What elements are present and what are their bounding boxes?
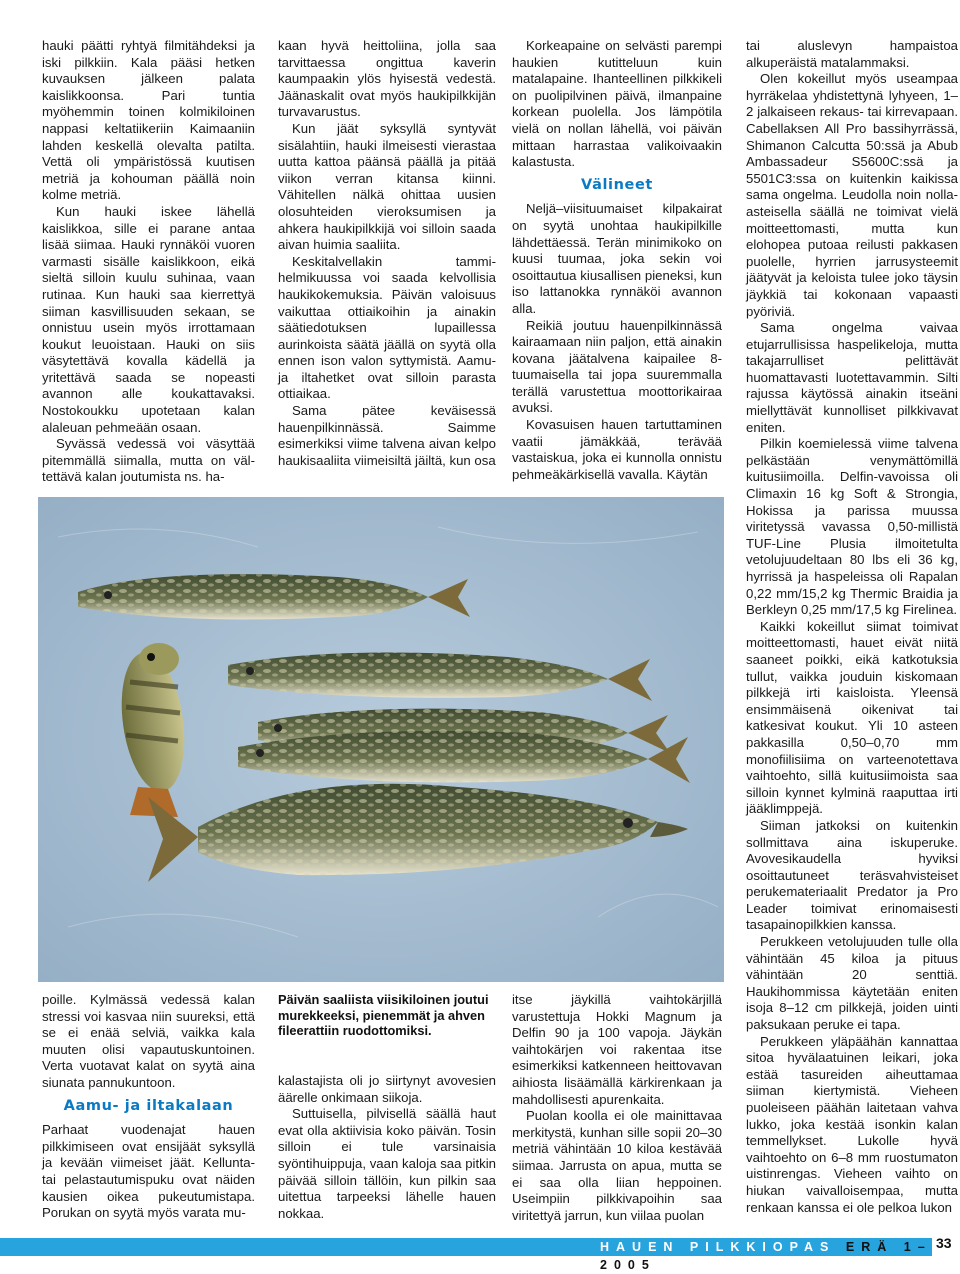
paragraph: Reikiä joutuu hauenpilkinnässä kairaamaan niin paljon, että ainakin kovana jäätalvena kaipailee 8-tuumaisella tai jopa suuremmalla terällä varustettua moottorikairaa avuksi. — [512, 317, 722, 416]
issue-label: ERÄ 1–2005 — [600, 1240, 932, 1272]
paragraph: Suttuisella, pilvisellä säällä haut evat olla aktiivisia koko päivän. Tosin silloin ei tule varsinaisia syöntihuippuja, vaan kaloja saa pitkin päivää silloin tällöin, kun pilkin saa uitettua tarpeeksi lähelle hauen nokkaa. — [278, 1106, 496, 1221]
column-4 — [746, 38, 958, 1216]
column-2-bottom — [278, 1073, 496, 1222]
column-3-top — [512, 38, 722, 483]
section-heading: Aamu- ja iltakalaan — [63, 1097, 234, 1114]
paragraph: tai aluslevyn hampaistoa alkuperäistä matalammaksi. — [746, 38, 958, 70]
paragraph: Kun hauki iskee lähellä kaislikkoa, sille ei parane antaa lisää siimaa. Hauki rynnäköi vuoren varmasti sisälle kaislikkoon, eikä sieltä silloin kuulu suhinaa, vaan rutinaa. Kun hauki saa kierrettyä siiman kasvillisuuden sekaan, se onnistuu usein myös irrottamaan koukut leuoistaan. Hauki on siis väsytettävä kovalla kädellä ja yritettävä saada se nopeasti avannon alle koukattavaksi. Nostokoukku upotetaan kalan alaleuan pehmeään osaan. — [42, 203, 255, 435]
paragraph: poille. Kylmässä vedessä kalan stressi voi kasvaa niin suureksi, että se ei enää selviä, vaikka kala muuten olisi vapautuskuntoinen. Verta vuotavat kalat on syytä aina siunata pannukuntoon. — [42, 992, 255, 1090]
paragraph: Puolan koolla ei ole mainittavaa merkitystä, kunhan sille sopii 20–30 metriä vähintään 10 kiloa kestävää siimaa. Jarrusta on apua, mutta se ei saa olla liian heppoinen. Useimpiin pilkkivapoihin saa viritettyä jarrun, kun viilaa puolan — [512, 1108, 722, 1223]
paragraph: itse jäykillä vaihtokärjillä varustettuja Hokki Magnum ja Delfin 90 ja 100 vapoja. Jäykän vaihtokärjen voi rakentaa itse esimerkiksi katkenneen heittovavan aihiosta lisäämällä kärkirenkaan ja mahdollisesti apurenkaita. — [512, 992, 722, 1107]
paragraph: Sama pätee keväisessä hauenpilkinnässä. Saimme esimerkiksi viime talvena aivan kelpo haukisaaliita viimeisiltä jäiltä, kun osa — [278, 403, 496, 468]
paragraph: Perukkeen vetolujuuden tulle olla vähintään 45 kiloa ja pituus vähintään 20 senttiä. Haukihommissa käytetään eniten isoja 8–12 cm pilkkejä, joiden uinti paksukaan peruke ei tapa. — [746, 934, 958, 1033]
page-number: 33 — [936, 1235, 952, 1251]
paragraph: Pilkin koemielessä viime talvena pelkästään venymättömillä kuitusiimoilla. Delfin-vavoissa oli Climaxin 16 kg Soft & Strongia, Hokissa ja parissa muussa viritetyssä vavassa 0,50-millistä TUF-Line Plusia ilmoitetulta vetolujuudeltaan 80 lbs eli 36 kg, hyrrissä ja haspeleissa oli Rapalan 0,22 mm/15,2 kg Thermic Braidia ja Berkleyn 0,25 mm/17,5 kg Firelinea. — [746, 436, 958, 618]
paragraph: Sama ongelma vaivaa etujarrullisissa haspelikeloja, mutta takajarrulliset pelittävät huomattavasti luotettavammin. Silti rajussa käytössä ainakin itseäni miellyttävät kunnolliset pilkkivavat eniten. — [746, 320, 958, 435]
paragraph: Kovasuisen hauen tartuttaminen vaatii jämäkkää, terävää vastaiskua, joka ei kunnolla onnistu pehmeäkärkisellä vavalla. Käytän — [512, 417, 722, 482]
paragraph: Olen kokeillut myös useampaa hyrräkelaa yhdistettynä lyhyeen, 1–2 jalkaiseen rekaus- tai kirrevapaan. Cabellaksen All Pro bassihyrrässä, Shimanon Calcutta 50:ssä ja Abub Ambassadeur S5600C:ssä ja 5501C3:ssa on kuitenkin kaikissa sama ongelma. Leudolla noin nolla-asteisella säällä ne toimivat vielä moitteettomasti, mutta kun elohopea putoaa reilusti pakkasen puolelle, hyrrien jarrusysteemit jäätyvät ja keloista tulee joko täysin jäykkiä tai kokonaan vapaasti pyöriviä. — [746, 71, 958, 319]
column-1-top — [42, 38, 255, 486]
paragraph: Parhaat vuodenajat hauen pilkkimiseen ovat ensijäät syksyllä ja kevään viimeiset jäät. Kellunta- tai pelastautumispuku ovat näiden kausien oikea pukeutumistapa. Porukan on syytä myös varata mu- — [42, 1122, 255, 1221]
paragraph: kalastajista oli jo siirtynyt avovesien äärelle onkimaan siikoja. — [278, 1073, 496, 1105]
magazine-title — [600, 1238, 960, 1272]
paragraph: Syvässä vedessä voi väsyttää pitemmällä siimalla, mutta on vältettävä kalan joutumista ns. ha- — [42, 436, 255, 485]
paragraph: Siiman jatkoksi on kuitenkin sollmittava aina iskuperuke. Avovesikaudella hyviksi osoittautuneet teräsvahvisteiset perukemateriaalit Predator ja Pro Leader toimivat erinomaisesti tasapainopilkkien kanssa. — [746, 817, 958, 933]
paragraph: Kaikki kokeillut siimat toimivat moitteettomasti, hauet eivät niitä saaneet poikki, eikä katkotuksia tullut, vaikka jouduin kiskomaan pilkkejä irti kaisloista. Yleensä ensimmäisenä oikenivat tai katkesivat koukut. Yli 10 asteen pakkasilla 0,50–0,70 mm monofiilisiima on varteenotettava vaihtoehto, sillä kuitusiimoista saa silloin kynnet kylminä raaputtaa irti jääklimppejä. — [746, 618, 958, 817]
column-2-top — [278, 38, 496, 469]
paragraph: kaan hyvä heittoliina, jolla saa tarvittaessa ongittua kaverin kaumpaakin ylös hyisestä vedestä. Jäänaskalit ovat myös haukipilkkijän turvavarustus. — [278, 38, 496, 120]
column-1-bottom — [42, 992, 255, 1222]
magazine-name: HAUEN PILKKIOPAS — [600, 1240, 836, 1254]
section-heading: Välineet — [581, 176, 653, 193]
fish-on-ice-illustration — [38, 497, 724, 982]
page-footer — [0, 1230, 960, 1272]
paragraph: Keskitalvellakin tammi-helmikuussa voi saada kelvollisia haukikokemuksia. Päivän valoisuus vaikuttaa ottiaikoihin ja ainakin säätiedotuksen lupaillessa aurinkoista säätä jäällä on syytä olla ennen ison valon syttymistä. Aamu- ja iltahetket ovat silloin parasta ottiaikaa. — [278, 253, 496, 402]
photo-caption: Päivän saaliista viisikiloinen joutui murekkeeksi, pienemmät ja ahven fileerattiin ruodottomiksi. — [278, 992, 489, 1038]
paragraph: Perukkeen yläpäähän kannattaa sitoa hyvälaatuinen leikari, joka estää tasureiden aiheuttamaa siiman kiertymistä. Vieheen puoleiseen päähän laitetaan vahva lukko, joka kestää isonkin kalan temmellykset. Lukolle hyvä vaihtoehto on 6–8 mm ruostumaton uistinrengas. Vieheen vaihto on hiukan vaivalloisempaa, mutta renkaan kanssa ei ole pelkoa lukon — [746, 1033, 958, 1215]
column-3-bottom — [512, 992, 722, 1224]
paragraph: hauki päätti ryhtyä filmitähdeksi ja iski pilkkiin. Kala pääsi hetken kuvauksen jälkeen palata kaislikkoonsa. Pari tuntia myöhemmin toinen kolmikiloinen nappasi keltatiikeriin Kaimaaniin lahden keskellä olevalta patilta. Vettä oli ympäristössä kuutisen metriä ja kohouman päällä noin kolme metriä. — [42, 38, 255, 203]
fish-photo — [38, 497, 724, 982]
paragraph: Korkeapaine on selvästi parempi haukien kutitteluun kuin matalapaine. Ihanteellinen pilkkikeli on puolipilvinen päivä, ilmanpaine korkean puolella. Jos lämpötila vielä on nollan lähellä, voi päivän mittaan harrastaa valikoivaakin kalastusta. — [512, 38, 722, 170]
paragraph: Neljä–viisituumaiset kilpakairat on syytä unohtaa haukipilkille lähdettäessä. Terän minimikoko on kuusi tuumaa, joka sekin voi osoittautua kiusallisen pieneksi, kun iso lattanokka rynnäköi avannon alla. — [512, 201, 722, 316]
paragraph: Kun jäät syksyllä syntyvät sisälahtiin, hauki ilmeisesti vierastaa uutta kattoa päänsä päällä ja pitää viikon verran kitansa kiinni. Vähitellen nälkä ohittaa uusien olosuhteiden vieroksumisen ja ahkera haukipilkkijä voi silloin saada aivan huimia saaliita. — [278, 120, 496, 253]
